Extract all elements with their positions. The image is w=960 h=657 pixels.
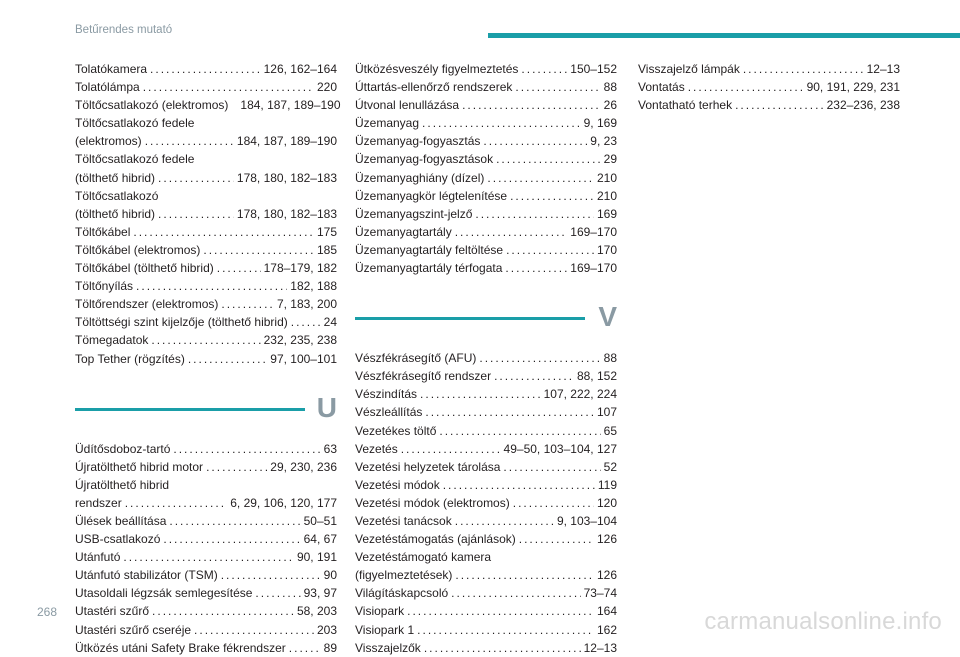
entry-pages: 50–51: [303, 513, 337, 528]
dot-leader: [496, 150, 601, 168]
index-entry: [75, 223, 337, 241]
entry-term: Üzemanyag-fogyasztás: [355, 134, 481, 149]
entry-line: [75, 548, 337, 566]
index-entry: [355, 205, 617, 223]
entry-line: [75, 331, 337, 349]
entry-term: Úttartás-ellenőrző rendszerek: [355, 80, 513, 95]
entry-pages: 126: [596, 568, 617, 583]
header-accent-bar: [488, 33, 960, 38]
entry-pages: 88: [603, 80, 617, 95]
entry-line: [355, 476, 617, 494]
index-entry: [75, 440, 337, 458]
entry-pages: 126: [596, 532, 617, 547]
entry-line: [355, 205, 617, 223]
index-entry: [75, 259, 337, 277]
entry-term: Utastéri szűrő cseréje: [75, 622, 192, 637]
entry-line: [75, 530, 337, 548]
entry-term: Töltőrendszer (elektromos): [75, 297, 219, 312]
entry-term: Üzemanyag-fogyasztások: [355, 152, 494, 167]
index-entry: [355, 602, 617, 620]
dot-leader: [521, 60, 567, 78]
entry-term: Útvonal lenullázása: [355, 98, 460, 113]
dot-leader: [735, 96, 824, 114]
entry-pages: 203: [316, 622, 337, 637]
entry-pages: 90, 191: [296, 550, 337, 565]
entry-heading-line: Töltőcsatlakozó fedele: [75, 116, 195, 131]
dot-leader: [401, 440, 501, 458]
entry-pages: 120: [596, 495, 617, 510]
index-entry: [75, 241, 337, 259]
index-entry: [75, 350, 337, 368]
entry-term: Tolatókamera: [75, 62, 148, 76]
entry-pages: 210: [596, 188, 617, 203]
entry-line: [75, 512, 337, 530]
entry-line: [355, 223, 617, 241]
dot-leader: [221, 566, 321, 584]
entry-term: Utastéri szűrő: [75, 604, 150, 619]
entry-pages: 126, 162–164: [263, 62, 337, 76]
entry-term: Vezetési módok: [355, 477, 440, 492]
entry-term: Ülések beállítása: [75, 513, 167, 528]
dot-leader: [515, 78, 600, 96]
entry-line: [638, 96, 900, 114]
dot-leader: [422, 114, 581, 132]
entry-line: [355, 78, 617, 96]
entry-pages: 88, 152: [576, 369, 617, 384]
entry-line: [75, 639, 337, 657]
entry-line: [355, 602, 617, 620]
entry-term: (tölthető hibrid): [75, 170, 156, 185]
entry-pages: 6, 29, 106, 120, 177: [230, 495, 337, 510]
entry-heading-line: Töltőcsatlakozó fedele: [75, 152, 195, 167]
dot-leader: [451, 584, 580, 602]
dot-leader: [455, 566, 594, 584]
entry-term: Üzemanyagtartály térfogata: [355, 261, 503, 276]
dot-leader: [203, 241, 314, 259]
dot-leader: [475, 205, 594, 223]
entry-term: Töltőkábel (tölthető hibrid): [75, 261, 214, 276]
dot-leader: [158, 205, 234, 223]
entry-line: [75, 621, 337, 639]
index-entry: [355, 367, 617, 385]
dot-leader: [407, 602, 594, 620]
entry-heading-line: Vezetéstámogató kamera: [355, 550, 492, 565]
entry-pages: 9, 103–104: [556, 513, 617, 528]
dot-leader: [519, 530, 594, 548]
entry-term: Vezetékes töltő: [355, 423, 437, 438]
entry-term: Töltőcsatlakozó (elektromos): [75, 98, 229, 113]
entry-heading-line: Újratölthető hibrid: [75, 477, 170, 492]
index-entry: [75, 187, 337, 223]
entry-term: Vészleállítás: [355, 405, 423, 420]
watermark: carmanualsonline.info: [704, 608, 942, 635]
index-entry: [638, 60, 900, 78]
index-entry: [355, 530, 617, 548]
index-entry: [355, 440, 617, 458]
index-entry: [75, 639, 337, 657]
entry-term: Vészindítás: [355, 387, 418, 402]
entry-pages: 182, 188: [290, 279, 337, 294]
entry-line: [355, 169, 617, 187]
index-entry: [75, 548, 337, 566]
page-number: 268: [37, 605, 58, 619]
entry-line: [75, 60, 337, 78]
entry-term: Töltőkábel (elektromos): [75, 242, 201, 257]
index-entry: [355, 169, 617, 187]
entry-line: [75, 132, 337, 150]
entry-term: Vészfékrásegítő (AFU): [355, 351, 477, 366]
entry-line: [355, 621, 617, 639]
dot-leader: [289, 639, 321, 657]
entry-term: Vezetés: [355, 441, 398, 456]
entry-line: [355, 584, 617, 602]
dot-leader: [123, 548, 294, 566]
index-entry: [75, 512, 337, 530]
dot-leader: [291, 313, 321, 331]
index-entry: [355, 349, 617, 367]
entry-line: [75, 241, 337, 259]
entry-pages: 232, 235, 238: [263, 333, 337, 348]
dot-leader: [163, 530, 300, 548]
index-entry: [75, 458, 337, 476]
dot-leader: [510, 187, 594, 205]
dot-leader: [143, 78, 314, 96]
dot-leader: [133, 223, 314, 241]
entry-line: [355, 96, 617, 114]
index-entry: [355, 422, 617, 440]
dot-leader: [455, 512, 554, 530]
entry-pages: 9, 23: [590, 134, 617, 149]
dot-leader: [455, 223, 568, 241]
entry-line: [75, 96, 341, 114]
index-entry: [75, 584, 337, 602]
entry-pages: 90: [323, 568, 337, 583]
entry-line: [355, 530, 617, 548]
dot-leader: [462, 96, 601, 114]
index-entry: [355, 60, 617, 78]
dot-leader: [173, 440, 320, 458]
dot-leader: [151, 331, 260, 349]
entry-pages: 88: [603, 351, 617, 366]
section-divider: [355, 297, 617, 341]
dot-leader: [513, 494, 594, 512]
entry-term: Top Tether (rögzítés): [75, 351, 185, 366]
entry-pages: 232–236, 238: [826, 98, 900, 113]
entry-pages: 64, 67: [303, 532, 337, 547]
entry-term: (tölthető hibrid): [75, 206, 156, 221]
entry-term: Utánfutó: [75, 550, 121, 565]
entry-pages: 24: [323, 315, 337, 330]
index-entry: [75, 476, 337, 512]
index-entry: [638, 96, 900, 114]
entry-term: Üzemanyagszint-jelző: [355, 206, 473, 221]
entry-pages: 162: [596, 622, 617, 637]
dot-leader: [483, 132, 587, 150]
index-entry: [355, 385, 617, 403]
index-entry: [355, 259, 617, 277]
dot-leader: [443, 476, 595, 494]
entry-term: Üzemanyagtartály: [355, 224, 452, 239]
entry-line: [75, 205, 337, 223]
dot-leader: [505, 259, 567, 277]
entry-line: [355, 385, 617, 403]
entry-term: Üzemanyag: [355, 116, 420, 131]
entry-pages: 73–74: [583, 586, 617, 601]
index-entry: [75, 114, 337, 150]
entry-term: Tolatólámpa: [75, 80, 140, 95]
dot-leader: [194, 621, 314, 639]
entry-pages: 169–170: [570, 224, 617, 239]
entry-pages: 184, 187, 189–190: [236, 134, 337, 149]
entry-term: Visszajelző lámpák: [638, 62, 740, 76]
entry-term: rendszer: [75, 495, 122, 510]
entry-pages: 210: [596, 170, 617, 185]
dot-leader: [425, 403, 594, 421]
section-rule: [355, 317, 585, 320]
entry-term: Üzemanyagtartály feltöltése: [355, 242, 504, 257]
entry-pages: 90, 191, 229, 231: [806, 80, 900, 95]
index-entry: [75, 331, 337, 349]
entry-pages: 7, 183, 200: [276, 297, 337, 312]
entry-pages: 178, 180, 182–183: [236, 170, 337, 185]
dot-leader: [136, 277, 287, 295]
entry-line: [355, 566, 617, 584]
entry-pages: 97, 100–101: [270, 351, 337, 366]
entry-line: [75, 440, 337, 458]
index-entry: [638, 78, 900, 96]
index-entry: [355, 223, 617, 241]
entry-term: Üzemanyaghiány (dízel): [355, 170, 485, 185]
entry-pages: 220: [316, 80, 337, 95]
entry-line: [75, 169, 337, 187]
index-entry: [355, 78, 617, 96]
dot-leader: [439, 422, 600, 440]
index-entry: [75, 78, 337, 96]
index-entry: [355, 548, 617, 584]
entry-line: [638, 60, 900, 78]
entry-pages: 52: [603, 459, 617, 474]
entry-line: [75, 223, 337, 241]
section-letter: V: [598, 301, 617, 333]
entry-term: Üdítősdoboz-tartó: [75, 441, 171, 456]
entry-pages: 26: [603, 98, 617, 113]
entry-pages: 107: [596, 405, 617, 420]
entry-line: [75, 295, 337, 313]
entry-term: Visiopark: [355, 604, 405, 619]
entry-line: [355, 349, 617, 367]
entry-pages: 58, 203: [296, 604, 337, 619]
index-entry: [355, 114, 617, 132]
dot-leader: [494, 367, 574, 385]
entry-term: Utánfutó stabilizátor (TSM): [75, 568, 218, 583]
dot-leader: [152, 602, 294, 620]
index-entry: [355, 403, 617, 421]
index-entry: [75, 621, 337, 639]
entry-pages: 178, 180, 182–183: [236, 206, 337, 221]
entry-pages: 185: [316, 242, 337, 257]
index-entry: [355, 512, 617, 530]
entry-pages: 12–13: [866, 62, 900, 76]
entry-line: [355, 512, 617, 530]
dot-leader: [217, 259, 261, 277]
entry-line: [75, 350, 337, 368]
dot-leader: [145, 132, 234, 150]
entry-term: Vészfékrásegítő rendszer: [355, 369, 492, 384]
entry-line: [355, 440, 617, 458]
index-entry: [355, 639, 617, 657]
dot-leader: [169, 512, 300, 530]
entry-term: Utasoldali légzsák semlegesítése: [75, 586, 253, 601]
entry-line: [75, 494, 337, 512]
dot-leader: [420, 385, 541, 403]
index-column-3: [638, 60, 900, 114]
entry-term: Újratölthető hibrid motor: [75, 459, 204, 474]
index-entry: [355, 241, 617, 259]
entry-line: [75, 78, 337, 96]
entry-line: [355, 422, 617, 440]
entry-line: [355, 367, 617, 385]
dot-leader: [503, 458, 600, 476]
entry-pages: 164: [596, 604, 617, 619]
entry-term: USB-csatlakozó: [75, 532, 161, 547]
entry-pages: 49–50, 103–104, 127: [503, 441, 617, 456]
index-column-2: [355, 60, 617, 657]
section-rule: [75, 408, 305, 411]
index-entry: [75, 295, 337, 313]
entry-line: [355, 639, 617, 657]
entry-line: [75, 602, 337, 620]
entry-pages: 93, 97: [303, 586, 337, 601]
index-entry: [75, 150, 337, 186]
index-entry: [355, 458, 617, 476]
index-entry: [355, 132, 617, 150]
entry-line: [75, 584, 337, 602]
index-entry: [355, 584, 617, 602]
entry-line: [355, 403, 617, 421]
entry-heading-line: Töltőcsatlakozó: [75, 188, 159, 203]
entry-pages: 29, 230, 236: [270, 459, 337, 474]
index-entry: [75, 313, 337, 331]
entry-term: Visszajelzők: [355, 640, 421, 655]
entry-pages: 169–170: [570, 261, 617, 276]
entry-term: Üzemanyagkör légtelenítése: [355, 188, 508, 203]
entry-line: [355, 60, 617, 78]
entry-term: (figyelmeztetések): [355, 568, 453, 583]
index-entry: [355, 187, 617, 205]
dot-leader: [158, 169, 234, 187]
index-entry: [75, 566, 337, 584]
entry-pages: 89: [323, 640, 337, 655]
entry-term: Vezetési módok (elektromos): [355, 495, 510, 510]
section-letter: U: [316, 391, 337, 423]
dot-leader: [221, 295, 274, 313]
entry-pages: 65: [603, 423, 617, 438]
dot-leader: [479, 349, 600, 367]
entry-term: Világításkapcsoló: [355, 586, 449, 601]
entry-line: [75, 313, 337, 331]
entry-line: [638, 78, 900, 96]
entry-pages: 107, 222, 224: [543, 387, 617, 402]
dot-leader: [188, 350, 267, 368]
dot-leader: [125, 494, 228, 512]
index-entry: [355, 96, 617, 114]
section-divider: [75, 388, 337, 432]
dot-leader: [506, 241, 594, 259]
index-column-1: [75, 60, 341, 657]
entry-pages: 63: [323, 441, 337, 456]
entry-line: [355, 114, 617, 132]
entry-term: Vontatás: [638, 80, 685, 95]
entry-pages: 178–179, 182: [263, 261, 337, 276]
entry-pages: 9, 169: [583, 116, 617, 131]
entry-line: [355, 132, 617, 150]
index-entry: [75, 60, 337, 78]
entry-pages: 175: [316, 224, 337, 239]
entry-line: [355, 150, 617, 168]
index-entry: [355, 150, 617, 168]
entry-line: [355, 494, 617, 512]
entry-term: Tömegadatok: [75, 333, 149, 348]
entry-pages: 184, 187, 189–190: [240, 98, 341, 113]
entry-term: Vezetési helyzetek tárolása: [355, 459, 501, 474]
entry-pages: 119: [597, 477, 617, 492]
index-entry: [75, 96, 341, 114]
entry-term: (elektromos): [75, 134, 142, 149]
entry-term: Vezetési tanácsok: [355, 513, 452, 528]
index-entry: [75, 530, 337, 548]
entry-pages: 150–152: [570, 62, 617, 76]
index-entry: [355, 476, 617, 494]
entry-line: [75, 458, 337, 476]
index-entry: [75, 602, 337, 620]
entry-term: Vezetéstámogatás (ajánlások): [355, 532, 516, 547]
entry-line: [75, 566, 337, 584]
dot-leader: [743, 60, 864, 78]
entry-pages: 170: [596, 242, 617, 257]
entry-term: Töltöttségi szint kijelzője (tölthető hibrid): [75, 315, 288, 330]
entry-pages: 29: [603, 152, 617, 167]
entry-term: Ütközésveszély figyelmeztetés: [355, 62, 519, 76]
entry-term: Visiopark 1: [355, 622, 415, 637]
entry-term: Vontatható terhek: [638, 98, 733, 113]
entry-line: [355, 187, 617, 205]
index-entry: [355, 494, 617, 512]
index-entry: [75, 277, 337, 295]
index-entry: [355, 621, 617, 639]
entry-pages: 12–13: [583, 640, 617, 655]
dot-leader: [688, 78, 804, 96]
entry-pages: 169: [596, 206, 617, 221]
entry-term: Töltőnyílás: [75, 279, 134, 294]
dot-leader: [150, 60, 261, 78]
entry-line: [355, 259, 617, 277]
dot-leader: [424, 639, 581, 657]
header-title: Betűrendes mutató: [75, 24, 173, 36]
entry-term: Ütközés utáni Safety Brake fékrendszer: [75, 640, 286, 655]
entry-line: [75, 277, 337, 295]
entry-line: [355, 241, 617, 259]
dot-leader: [487, 169, 594, 187]
entry-line: [355, 458, 617, 476]
entry-term: Töltőkábel: [75, 224, 131, 239]
dot-leader: [206, 458, 267, 476]
dot-leader: [255, 584, 300, 602]
entry-line: [75, 259, 337, 277]
dot-leader: [417, 621, 594, 639]
